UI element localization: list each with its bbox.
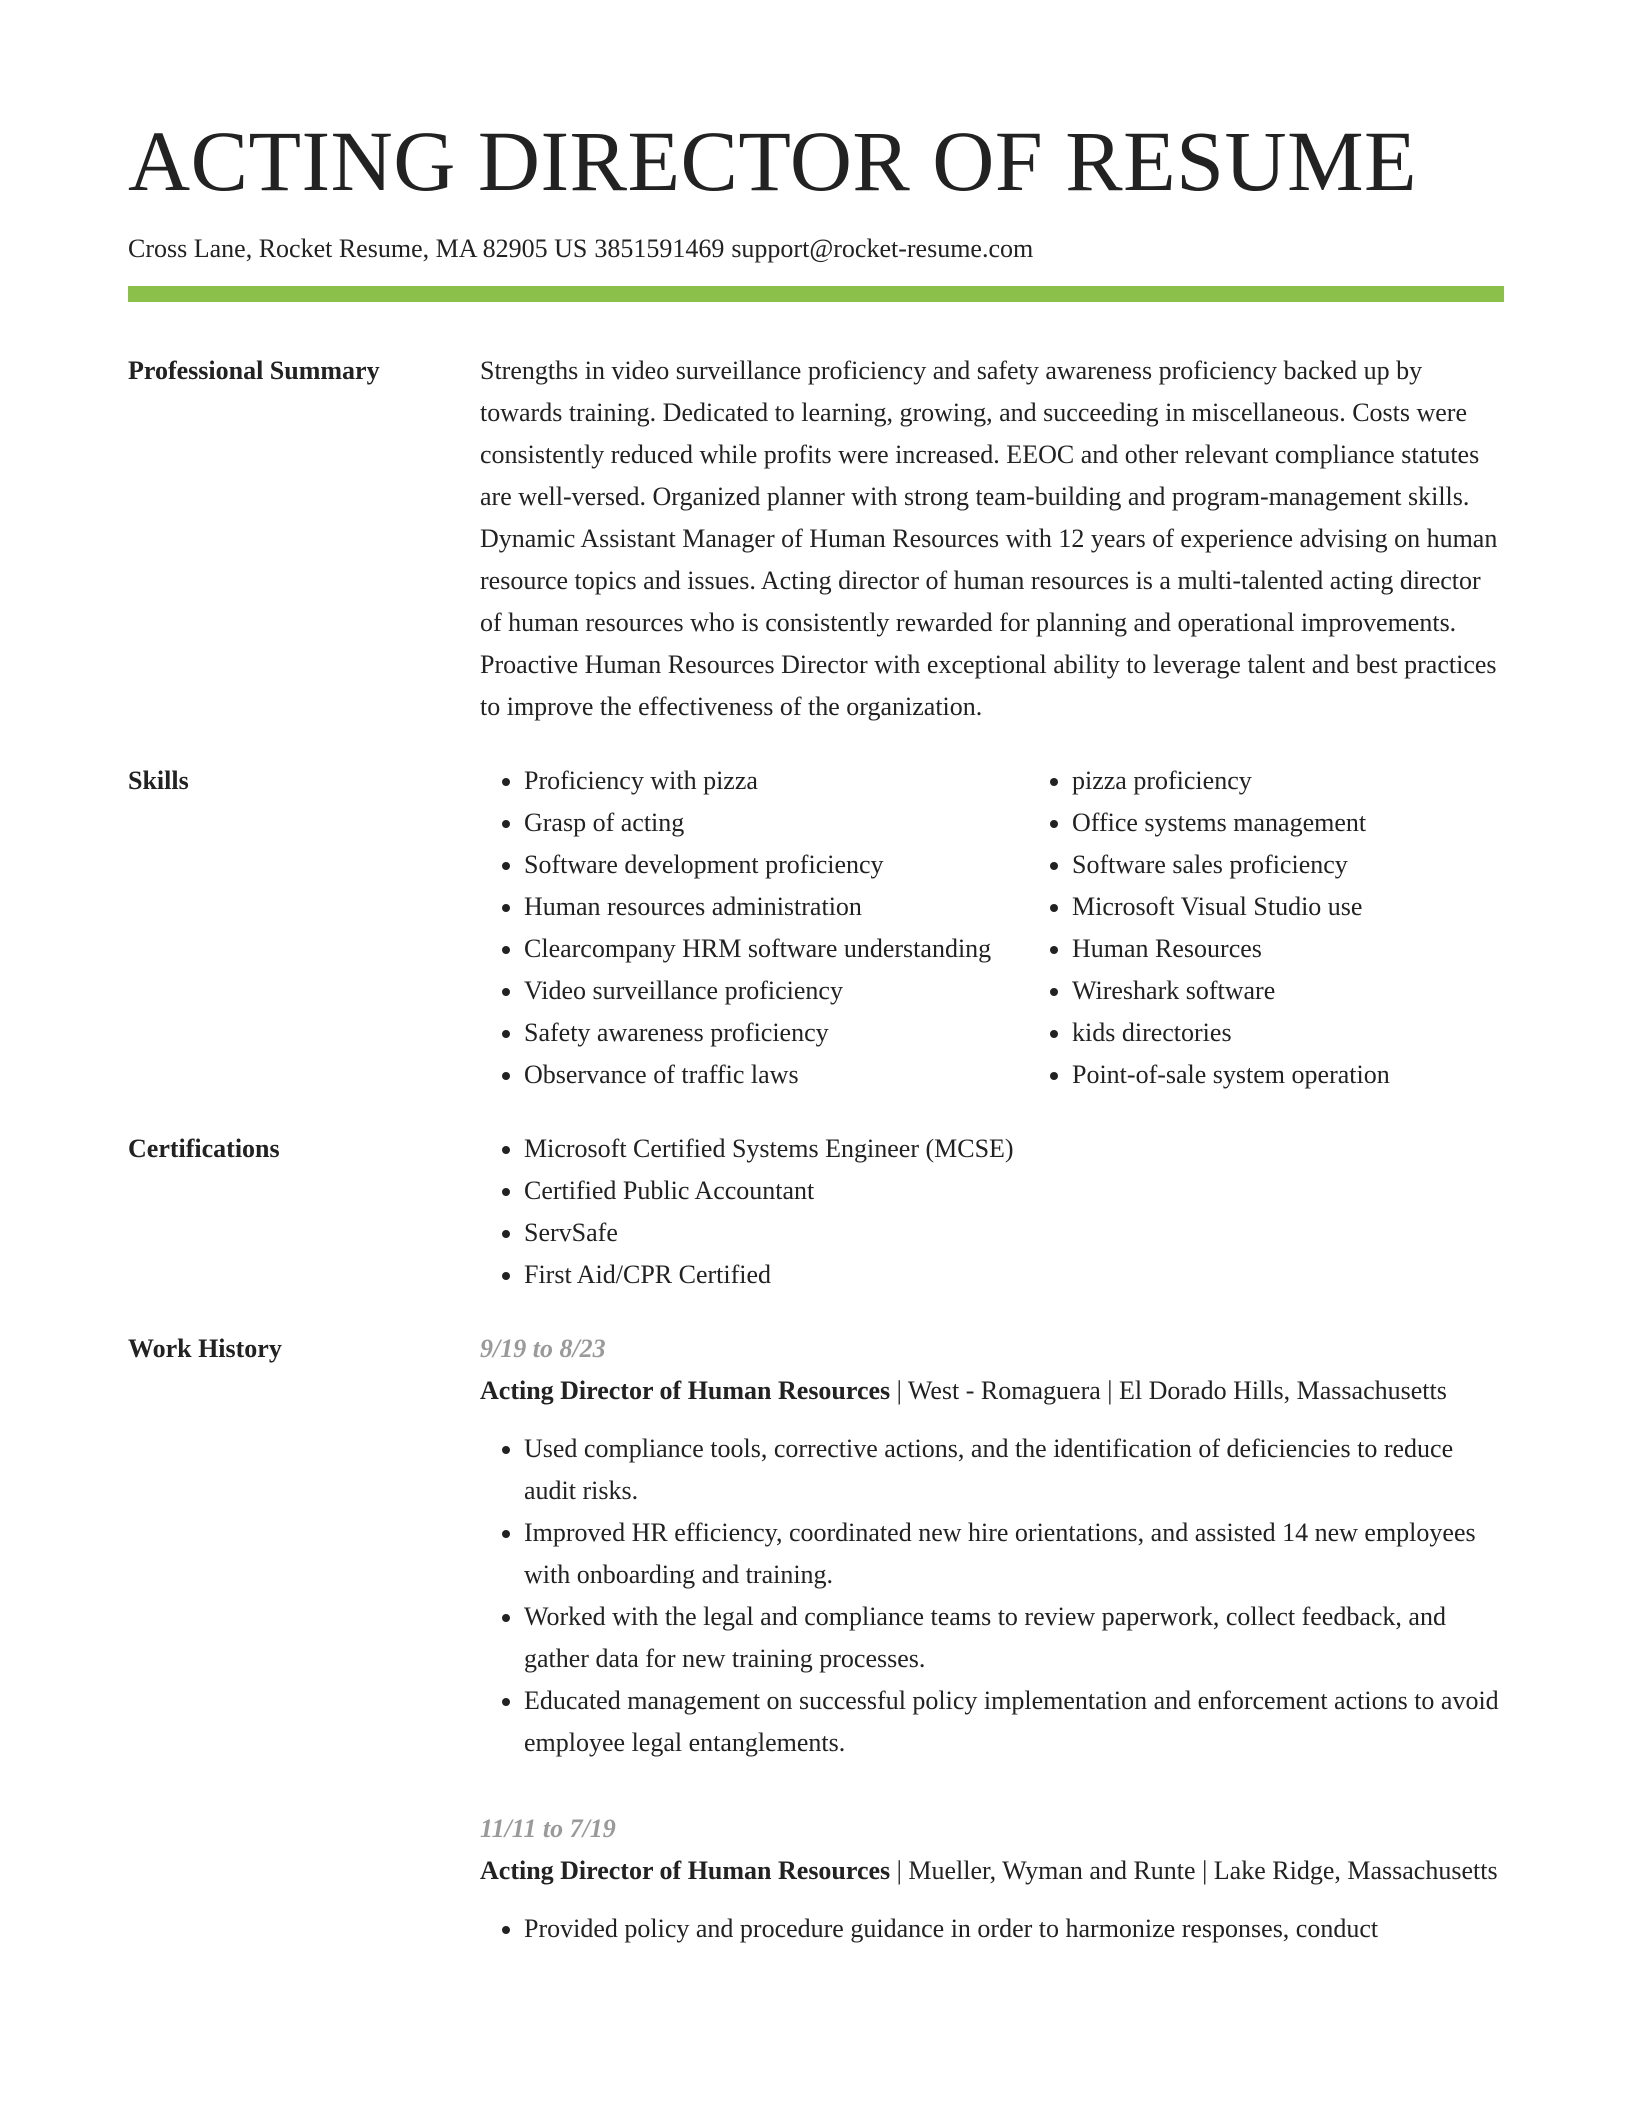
resume-sections bbox=[128, 350, 1504, 2026]
section-professional-summary bbox=[128, 350, 1504, 728]
skill-item: • kids directories bbox=[1072, 1012, 1592, 1054]
summary-text: Strengths in video surveillance proficiency and safety awareness proficiency backed up by towards training. Dedicated to learning, growing, and succeeding in miscellaneous. Costs were consistently reduced while profits were increased. EEOC and other relevant compliance statutes are well-versed. Organized planner with strong team-building and program-management skills. Dynamic Assistant Manager of Human Resources with 12 years of experience advising on human resource topics and issues. Acting director of human resources is a multi-talented acting director of human resources who is consistently rewarded for planning and operational improvements. Proactive Human Resources Director with exceptional ability to leverage talent and best practices to improve the effectiveness of the organization. bbox=[480, 356, 1498, 721]
skill-item: • Office systems management bbox=[1072, 802, 1592, 844]
job-title: Acting Director of Human Resources bbox=[480, 1376, 891, 1405]
job-bullet: • Used compliance tools, corrective actions, and the identification of deficiencies to reduce audit risks. bbox=[524, 1428, 1504, 1512]
skill-item: • Clearcompany HRM software understanding bbox=[524, 928, 1028, 970]
certifications-list bbox=[480, 1128, 1504, 1296]
job-dates: 11/11 to 7/19 bbox=[480, 1814, 616, 1843]
skill-item: • Safety awareness proficiency bbox=[524, 1012, 1028, 1054]
section-label: Professional Summary bbox=[128, 356, 380, 385]
section-skills bbox=[128, 760, 1504, 1096]
section-body bbox=[480, 350, 1504, 728]
certification-item: • Certified Public Accountant bbox=[524, 1170, 1504, 1212]
skills-grid bbox=[480, 760, 1592, 1096]
job-company: Mueller, Wyman and Runte bbox=[908, 1856, 1196, 1885]
contact-line bbox=[128, 232, 1033, 266]
section-label: Skills bbox=[128, 766, 189, 795]
skills-list-right bbox=[1028, 760, 1592, 1096]
certification-item: • ServSafe bbox=[524, 1212, 1504, 1254]
section-label: Certifications bbox=[128, 1134, 280, 1163]
job-bullet: • Provided policy and procedure guidance in order to harmonize responses, conduct bbox=[524, 1908, 1504, 1950]
job-header: Acting Director of Human Resources | Mueller, Wyman and Runte | Lake Ridge, Massachusetts bbox=[480, 1856, 1498, 1885]
section-work-history bbox=[128, 1328, 1504, 1994]
section-certifications bbox=[128, 1128, 1504, 1296]
skill-item: • pizza proficiency bbox=[1072, 760, 1592, 802]
skill-item: • Proficiency with pizza bbox=[524, 760, 1028, 802]
job-entry bbox=[480, 1328, 1504, 1764]
skill-item: • Human resources administration bbox=[524, 886, 1028, 928]
certification-item: • Microsoft Certified Systems Engineer (MCSE) bbox=[524, 1128, 1504, 1170]
section-body bbox=[480, 1328, 1504, 1994]
job-bullets bbox=[480, 1428, 1504, 1764]
section-label: Work History bbox=[128, 1334, 282, 1363]
job-bullet: • Improved HR efficiency, coordinated new hire orientations, and assisted 14 new employees with onboarding and training. bbox=[524, 1512, 1504, 1596]
job-entry bbox=[480, 1808, 1504, 1950]
job-bullet: • Educated management on successful policy implementation and enforcement actions to avoid employee legal entanglements. bbox=[524, 1680, 1504, 1764]
job-bullets bbox=[480, 1908, 1504, 1950]
skill-item: • Software development proficiency bbox=[524, 844, 1028, 886]
accent-divider bbox=[128, 286, 1504, 302]
contact-email: support@rocket-resume.com bbox=[731, 234, 1034, 263]
skill-item: • Video surveillance proficiency bbox=[524, 970, 1028, 1012]
job-company: West - Romaguera bbox=[907, 1376, 1101, 1405]
resume-title: ACTING DIRECTOR OF RESUME bbox=[128, 113, 1418, 209]
job-location: Lake Ridge, Massachusetts bbox=[1213, 1856, 1498, 1885]
skill-item: • Microsoft Visual Studio use bbox=[1072, 886, 1592, 928]
skills-list-left bbox=[480, 760, 1028, 1096]
skill-item: • Wireshark software bbox=[1072, 970, 1592, 1012]
skill-item: • Software sales proficiency bbox=[1072, 844, 1592, 886]
certification-item: • First Aid/CPR Certified bbox=[524, 1254, 1504, 1296]
skill-item: • Human Resources bbox=[1072, 928, 1592, 970]
job-location: El Dorado Hills, Massachusetts bbox=[1118, 1376, 1447, 1405]
job-bullet: • Worked with the legal and compliance teams to review paperwork, collect feedback, and gather data for new training processes. bbox=[524, 1596, 1504, 1680]
job-title: Acting Director of Human Resources bbox=[480, 1856, 891, 1885]
contact-phone: 3851591469 bbox=[594, 234, 725, 263]
section-body bbox=[480, 1128, 1504, 1296]
job-dates: 9/19 to 8/23 bbox=[480, 1334, 606, 1363]
contact-address: Cross Lane, Rocket Resume, MA 82905 US bbox=[128, 234, 588, 263]
job-header: Acting Director of Human Resources | West - Romaguera | El Dorado Hills, Massachusetts bbox=[480, 1376, 1447, 1405]
skill-item: • Observance of traffic laws bbox=[524, 1054, 1028, 1096]
skill-item: • Point-of-sale system operation bbox=[1072, 1054, 1592, 1096]
skill-item: • Grasp of acting bbox=[524, 802, 1028, 844]
